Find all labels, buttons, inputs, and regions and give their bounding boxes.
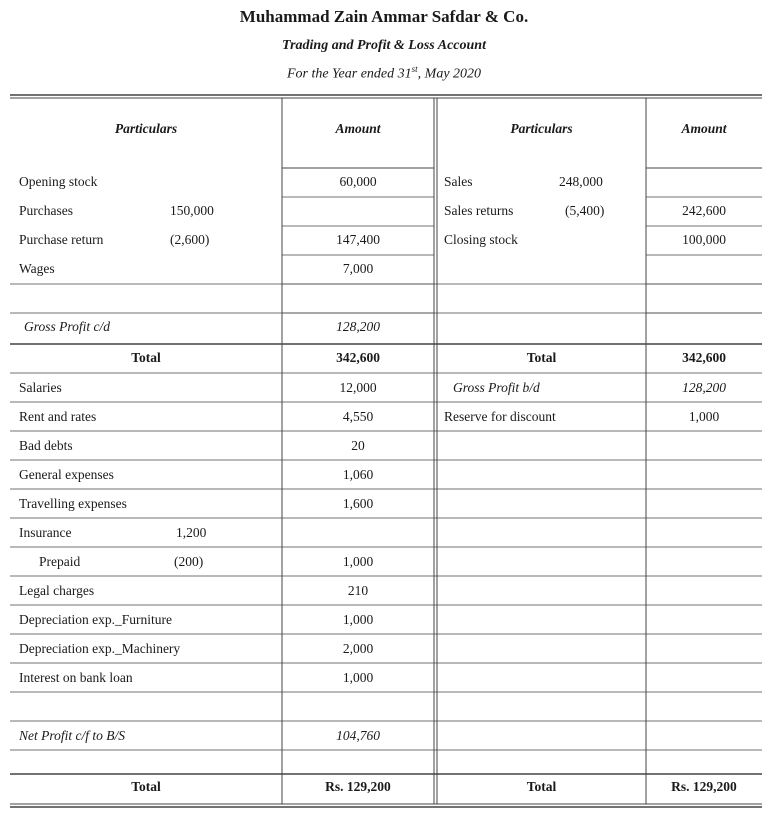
row-label-salaries: Salaries xyxy=(19,380,62,395)
total-label-pl-credit: Total xyxy=(526,779,557,794)
row-label-travelling-expenses: Travelling expenses xyxy=(19,496,127,511)
amount-salaries: 12,000 xyxy=(339,380,377,395)
inner-purchases: 150,000 xyxy=(170,203,214,218)
row-label-purchase-return: Purchase return xyxy=(19,232,104,247)
row-label-dep-furniture: Depreciation exp._Furniture xyxy=(19,612,172,627)
company-name: Muhammad Zain Ammar Safdar & Co. xyxy=(239,7,529,26)
amount-opening-stock: 60,000 xyxy=(339,174,377,189)
row-label-purchases: Purchases xyxy=(19,203,73,218)
inner-sales: 248,000 xyxy=(559,174,603,189)
amount-legal-charges: 210 xyxy=(347,583,369,598)
row-label-prepaid: Prepaid xyxy=(39,554,81,569)
row-label-bad-debts: Bad debts xyxy=(19,438,73,453)
row-label-sales: Sales xyxy=(444,174,473,189)
column-header-amount-left: Amount xyxy=(335,121,381,136)
amount-travelling-expenses: 1,600 xyxy=(342,496,374,511)
inner-insurance: 1,200 xyxy=(176,525,207,540)
row-label-reserve-discount: Reserve for discount xyxy=(444,409,556,424)
row-label-closing-stock: Closing stock xyxy=(444,232,518,247)
amount-bad-debts: 20 xyxy=(351,438,365,453)
total-amount-trading-debit: 342,600 xyxy=(336,350,380,365)
total-amount-pl-debit: Rs. 129,200 xyxy=(325,779,391,794)
amount-general-expenses: 1,060 xyxy=(342,467,374,482)
amount-purchase-return: 147,400 xyxy=(336,232,380,247)
account-title: Trading and Profit & Loss Account xyxy=(282,38,486,53)
amount-sales-returns: 242,600 xyxy=(682,203,726,218)
amount-prepaid: 1,000 xyxy=(342,554,374,569)
column-header-particulars-right: Particulars xyxy=(510,121,573,136)
amount-net-profit: 104,760 xyxy=(336,728,380,743)
inner-purchase-return: (2,600) xyxy=(170,232,210,247)
column-header-particulars-left: Particulars xyxy=(114,121,178,136)
amount-wages: 7,000 xyxy=(342,261,374,276)
row-label-dep-machinery: Depreciation exp._Machinery xyxy=(19,641,181,656)
row-label-interest-bank-loan: Interest on bank loan xyxy=(19,670,133,685)
row-label-opening-stock: Opening stock xyxy=(19,174,98,189)
row-label-wages: Wages xyxy=(19,261,55,276)
row-label-gross-profit-bd: Gross Profit b/d xyxy=(453,380,540,395)
column-header-amount-right: Amount xyxy=(681,121,727,136)
total-label-trading-debit: Total xyxy=(131,350,161,365)
amount-gross-profit-bd: 128,200 xyxy=(682,380,726,395)
row-label-sales-returns: Sales returns xyxy=(444,203,514,218)
total-label-pl-debit: Total xyxy=(131,779,161,794)
amount-dep-machinery: 2,000 xyxy=(342,641,374,656)
amount-reserve-discount: 1,000 xyxy=(688,409,720,424)
total-amount-pl-credit: Rs. 129,200 xyxy=(671,779,737,794)
period-line: For the Year ended 31st, May 2020 xyxy=(286,64,482,82)
row-label-rent-rates: Rent and rates xyxy=(19,409,97,424)
row-label-net-profit: Net Profit c/f to B/S xyxy=(19,728,125,743)
amount-rent-rates: 4,550 xyxy=(342,409,374,424)
inner-prepaid: (200) xyxy=(174,554,204,569)
row-label-insurance: Insurance xyxy=(19,525,72,540)
amount-gross-profit-cd: 128,200 xyxy=(336,319,380,334)
amount-interest-bank-loan: 1,000 xyxy=(342,670,374,685)
total-label-trading-credit: Total xyxy=(526,350,557,365)
row-label-gross-profit-cd: Gross Profit c/d xyxy=(24,319,111,334)
row-label-general-expenses: General expenses xyxy=(19,467,114,482)
amount-closing-stock: 100,000 xyxy=(682,232,726,247)
row-label-legal-charges: Legal charges xyxy=(19,583,95,598)
total-amount-trading-credit: 342,600 xyxy=(682,350,726,365)
amount-dep-furniture: 1,000 xyxy=(342,612,374,627)
inner-sales-returns: (5,400) xyxy=(565,203,605,218)
